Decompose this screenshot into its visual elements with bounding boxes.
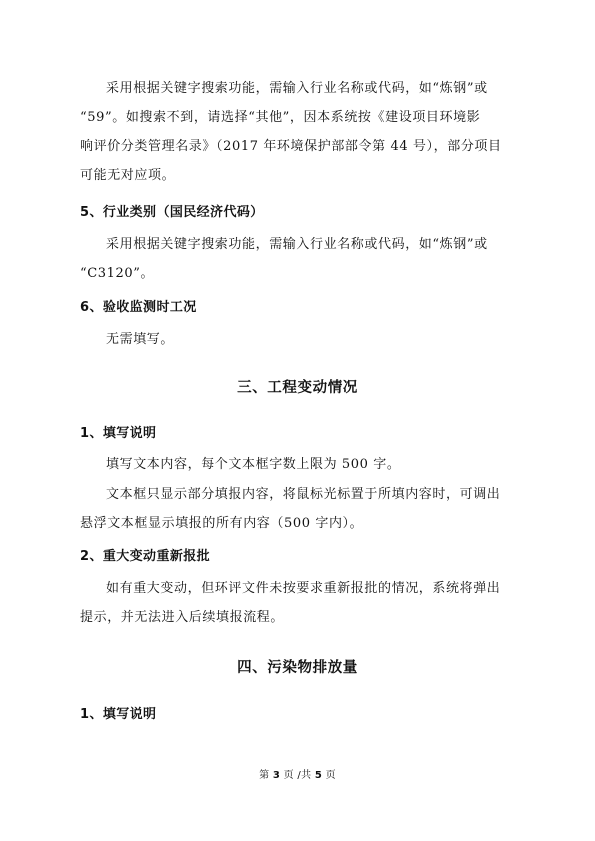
section-title-pollutant-emissions: 四、污染物排放量	[237, 660, 358, 676]
paragraph-line: “59”。如搜索不到，请选择“其他”，因本系统按《建设项目环境影	[80, 110, 481, 125]
subheading-major-change-resubmit: 2、重大变动重新报批	[80, 549, 211, 564]
footer-suffix: 页	[325, 770, 336, 781]
footer-middle: 页 /共	[283, 770, 312, 781]
paragraph-line: 文本框只显示部分填报内容，将鼠标光标置于所填内容时，可调出	[106, 487, 501, 502]
paragraph-line: 填写文本内容，每个文本框字数上限为 500 字。	[106, 457, 401, 472]
footer-prefix: 第	[259, 770, 270, 781]
paragraph-line: “C3120”。	[80, 266, 155, 281]
total-pages-number: 5	[314, 770, 323, 781]
current-page-number: 3	[272, 770, 281, 781]
paragraph-line: 悬浮文本框显示填报的所有内容（500 字内）。	[80, 516, 364, 531]
paragraph-line: 采用根据关键字搜索功能，需输入行业名称或代码，如“炼钢”或	[106, 237, 488, 252]
subheading-fill-instructions: 1、填写说明	[80, 426, 157, 441]
paragraph-line: 无需填写。	[106, 332, 175, 347]
paragraph-line: 如有重大变动，但环评文件未按要求重新报批的情况，系统将弹出	[106, 581, 501, 596]
subheading-monitoring-conditions: 6、验收监测时工况	[80, 300, 197, 315]
subheading-industry-category: 5、行业类别（国民经济代码）	[80, 205, 264, 220]
paragraph-line: 采用根据关键字搜索功能，需输入行业名称或代码，如“炼钢”或	[106, 81, 488, 96]
paragraph-line: 响评价分类管理名录》（2017 年环境保护部部令第 44 号），部分项目	[80, 139, 502, 154]
section-title-engineering-changes: 三、工程变动情况	[237, 380, 358, 396]
paragraph-line: 提示，并无法进入后续填报流程。	[80, 610, 285, 625]
page-footer	[0, 766, 595, 781]
paragraph-line: 可能无对应项。	[80, 168, 176, 183]
subheading-fill-instructions: 1、填写说明	[80, 707, 157, 722]
